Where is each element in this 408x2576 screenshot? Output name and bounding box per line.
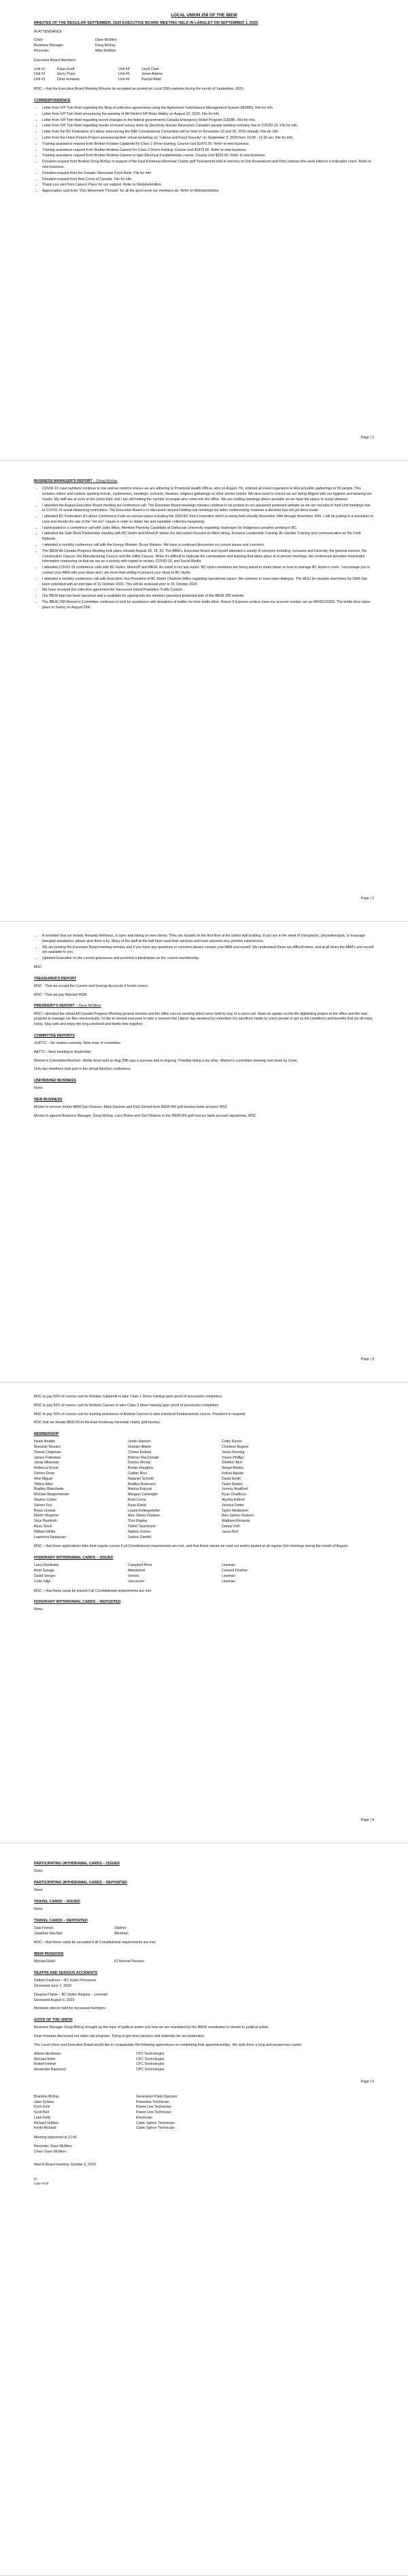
report-item: • I attended COVID-19 conference calls with BC Hydro, MoveUP and IBEW. As noted in my last report, BC Hydro members are being asked to share ideas on how to manage BC Hydro's costs. I encourage you to contact your ABM with your ideas and I am more than willing to present your ideas to BC Hydro. xyxy=(42,565,374,576)
death-entry-line: Delbert Faulkner – BC Hydro Pensioner xyxy=(34,1979,97,1983)
member-name: Klaus Kraft xyxy=(57,67,75,71)
member-name: Gerry Pope xyxy=(57,72,75,77)
apprentice-field: Leah Kelly xyxy=(34,2115,51,2120)
death-entry xyxy=(34,1979,374,1989)
apprentice-field: Cable Splicer Technician xyxy=(136,2121,175,2125)
apprentice-field: Allister Apollanes xyxy=(34,2051,61,2056)
membership-list xyxy=(34,1440,374,1540)
pension-field: Michael Edall xyxy=(34,1960,55,1964)
member-name: Taylor Mellanson xyxy=(222,1508,248,1513)
member-name: Alex James Orpiano xyxy=(222,1514,254,1518)
member-name: Brittney MacDonald xyxy=(128,1455,159,1460)
honorary-card-field: David Senger xyxy=(34,1573,56,1578)
next-meeting-line: Next E Board meeting: October 6, 2020 xyxy=(34,2162,96,2167)
recorder-line: Recorder: Dave McMinn xyxy=(34,2144,72,2149)
death-entry xyxy=(34,1993,374,2004)
member-name: Meagan Cartwright xyxy=(128,1493,158,1497)
travel-issued-text: None. xyxy=(34,1907,44,1911)
member-name: Charlene Bugera xyxy=(222,1445,249,1450)
death-entry-line: Dwayne Popek – BC Hydro Regular – Lineman xyxy=(34,1992,108,1997)
death-entry-line: Deceased June 1, 2020 xyxy=(34,1984,71,1989)
travel-deposited-heading: TRAVEL CARDS – DEPOSITED xyxy=(34,1918,88,1923)
member-name: Neale Beattie xyxy=(34,1440,56,1444)
apprentice-field: Generation Plant Operator xyxy=(136,2094,177,2099)
member-name: Martin Mogeme xyxy=(34,1514,59,1518)
correspondence-item: • Training assistance request from Brother Kristian Calabretti for Class 1 Driver training. Course cost $1470.00. Refer to new business. xyxy=(42,142,374,147)
report-item: • Updated Executive on the current grievances and provided a breakdown on the current membership. xyxy=(42,956,374,962)
good-of-union-heading: GOOD OF THE UNION xyxy=(34,2018,73,2023)
correspondence-item: • Letter from IVP Tom Reid regarding the filing of collective agreements using the Agreement Submissions Management System (MSMS). File for info. xyxy=(42,106,374,111)
member-name: Lloyd Clark xyxy=(141,67,159,71)
honorary-card-field: Vancouver xyxy=(128,1579,145,1584)
apprentice-field: Electrician xyxy=(136,2115,152,2120)
apprentice-field: CPC Technologist xyxy=(136,2057,165,2061)
apprentice-field: Jake Sylvina xyxy=(34,2100,54,2104)
member-name: Lawrence Nadassan xyxy=(34,1535,67,1539)
committee-heading: COMMITTEE REPORTS xyxy=(34,1033,75,1038)
page-5 xyxy=(0,1843,408,2576)
page-3 xyxy=(0,922,408,1382)
member-name: Darren Oram xyxy=(34,1472,55,1476)
new-business-motion: MSC to pay 50% of course cost for Kristian Calabretti to take Class 1 Driver training upon proof of successful completion. xyxy=(34,1395,223,1399)
new-business-motion: MSC that we donate $500.00 to the East Kootenay memorial charity golf tourney. xyxy=(34,1421,160,1425)
honorary-deposited-text: None. xyxy=(34,1607,44,1612)
pensions-list xyxy=(34,1960,374,1965)
honorary-card-field: Brett Savage xyxy=(34,1569,54,1573)
committee-line: Only two members took part in the virtual NexGen conference. xyxy=(34,1067,132,1072)
member-name: Sergei Markin xyxy=(222,1466,244,1471)
business-manager-list-cont xyxy=(34,934,374,962)
member-name: Chelse Deddal xyxy=(128,1450,152,1455)
good-of-union-para: Business Manager Doug McKay brought up the topic of political action and how we are mandated by the IBEW constitution to devote to political action. xyxy=(34,2025,269,2030)
adjourned-line: Meeting adjourned at 11:45 xyxy=(34,2136,77,2140)
member-name: Ronan Haughey xyxy=(128,1466,154,1471)
apprentices-list xyxy=(34,2095,374,2132)
new-business-line: Motion to remove former ABM Dan Klassen, Mark Davison and Rick Gerard from IBEW MS golf tourney bank account. MSC xyxy=(34,1105,228,1110)
president-title: PRESIDENT'S REPORT xyxy=(34,1004,75,1009)
member-name: Trevor Phillips xyxy=(222,1455,244,1460)
member-name: Jesse Fleming xyxy=(222,1450,245,1455)
business-manager-name: – Doug McKay xyxy=(92,479,118,483)
correspondence-item: • Donation request from the Greater Vancouver Food Bank. File for info. xyxy=(42,171,374,177)
report-item: • I attended the Safe Work Partnership meeting with BC Hydro and MoveUP where the discussion focused on Merit Hiring, Inclusive Leadership Training, Bc transfer Training and communication on the Field Network. xyxy=(42,532,374,542)
officers-list xyxy=(34,38,374,54)
report-item: • I attended the August Executive Board meeting via conference call. The Executive Board meetings minutes continue to be posted on our password protected website as we are not able to hold Unit meetings due to COVID-19 social distancing restrictions. The Executive Board is in discussion around holding unit meetings via video conferencing, however a decision has not yet been made. xyxy=(42,504,374,515)
unit-label: Unit #3 xyxy=(34,77,46,82)
page-number: Page | 1 xyxy=(360,436,374,440)
committee-line: JLATTC – No intakes currently. New chair of committee. xyxy=(34,1041,122,1046)
initials: jm xyxy=(34,2177,37,2181)
page-number: Page | 2 xyxy=(360,897,374,901)
report-item: • I attended BC Federation of Labour Conference Calls on various topics including the 2020 BC Fed Convention which is being held virtually November 24th through November 26th. I will be putting in a resolution to crew and decide the use of the "me too" clause in order to obtain fair and equitable collective bargaining. xyxy=(42,515,374,525)
report-item: • We are posting the Executive Board meeting minutes and if you have any questions or concerns please contact your ABM and myself. We understand these are difficult times, and at all times the ABM's and myself are available to you. xyxy=(42,945,374,956)
member-name: Ryan Stock xyxy=(34,1525,52,1529)
unit-label: Unit #1 xyxy=(34,67,46,71)
correspondence-item: • Donation request from Brother Doug McKay in support of the East Kootenay Memorial Charity golf Tournament held in memory of Dirk Rosenboom and Rob Lehman who were killed in a helicopter crash. Refer to new business. xyxy=(42,160,374,171)
member-name: David Smith xyxy=(222,1476,241,1481)
report-item: • I attended a monthly conference call with Executive Vice President of BC Hydro Charlotte Mitha regarding operational issues. We continue to have open dialogue. The MOU for variable start times for GMS has been extended with an end date of 31 October 2020. This will be reviewed prior to 31 October 2020. xyxy=(42,577,374,588)
treasurer-line: MSC - That we accept the Current and Savings Accounts if found correct. xyxy=(34,984,149,988)
correspondence-list xyxy=(34,106,374,194)
honorary-card-field: Campbell River xyxy=(128,1563,152,1568)
deaths-heading: DEATHS AND SERIOUS ACCIDENTS xyxy=(34,1971,98,1976)
apprentice-field: Robert Homer xyxy=(34,2062,56,2067)
travel-card-field: Dale French xyxy=(34,1926,54,1930)
officer-name: Mike McMinn xyxy=(95,49,116,54)
committee-line: Women's Committee/NexGen –Bottle drive held on Aug 29th was a success and is ongoing. Possibly doing a toy drive. Women's committee meeting next week by Zoom. xyxy=(34,1058,299,1063)
page-number: Page | 4 xyxy=(360,1818,374,1823)
chair-line: Chair: Dave McMinn xyxy=(34,2149,66,2154)
member-name: Leana Kettingsheller xyxy=(128,1508,160,1513)
honorary-card-field: Larry Dwolinsky xyxy=(34,1563,59,1568)
new-business-line: Motion to appoint Business Manager, Doug McKay, Larry Bohre and Gert Watson to the IBEW MS golf tourney bank account signatories. MSC xyxy=(34,1114,256,1119)
member-name: Dean Kotanas xyxy=(57,77,80,82)
honorary-msc: MSC – that these cards be issued if all Constitutional requirements are met. xyxy=(34,1588,152,1593)
correspondence-item: • Letter from the Union Protein Project announcing their virtual workshop on "Labour and Food Security" on September 3, 2020 from 10:30 - 11:30 am. File for info. xyxy=(42,136,374,141)
report-item: • I attended a monthly conference call with the Energy Minister, Bruce Ralston. We have a continued discussion on current issues and concerns. xyxy=(42,543,374,549)
correspondence-item: • Letter from IVP Tom Reid regarding recent changes to the federal governments Canada Emergency Relief Program (CERB). File for info. xyxy=(42,118,374,124)
unfinished-heading: UNFINISHED BUSINESS xyxy=(34,1079,77,1083)
member-name: Thor Rayder xyxy=(128,1519,148,1524)
member-name: Ryan Chadbour xyxy=(222,1493,247,1497)
apprentice-field: Cable Splicer Technician xyxy=(136,2126,175,2131)
member-name: Alex James Orpiano xyxy=(128,1514,160,1518)
report-item: • The IBEW 258 Women's Committee continues to look for assistance with donations of bottles for their bottle drive. Return It Express centers have our account number set up #6045203305. The bottle drive takes place in Surrey on August 29th. xyxy=(42,600,374,611)
member-name xyxy=(222,1535,374,1541)
report-item: • Our IBEW App has been launched and is available for signing into the member password protected side of the IBEW 258 website. xyxy=(42,594,374,599)
member-name: Alyshia Edford xyxy=(222,1498,245,1503)
apprentice-field: Power Line Technician xyxy=(136,2105,171,2110)
report-item: • The IBEW All Canada Progress Meeting took place virtually August 18, 19, 20. The ABM's, Executive Board and myself attended a variety of sessions including, Inclusion and Diversity, the general session, the Construction Caucus, the Manufacturing Caucus and the Utility Caucus. While it's difficult to replicate the camaraderie and learning that takes place at in person meetings, the conference provided meaningful information reassuring us that we are as a society with regard to racism, COVID-19, and Social Media. xyxy=(42,549,374,565)
member-name: Colby Rosne xyxy=(222,1440,242,1444)
president-name: – Dave McMinn xyxy=(74,1004,101,1009)
officer-role: Recorder: xyxy=(34,49,50,54)
member-name: Marshall Tessaro xyxy=(34,1445,61,1450)
report-item: • We have received the collective agreement for Vancouver Island Powerline Traffic Control. xyxy=(42,588,374,593)
participating-issued-heading: PARTICIPATING WITHDRAWAL CARDS – ISSUED xyxy=(34,1862,120,1866)
apprentice-field: Alexandre Raymond xyxy=(34,2068,67,2072)
treasurer-line: MSC - That we pay Warrant #638. xyxy=(34,992,88,997)
member-name: Taylor Barber xyxy=(222,1482,243,1486)
correspondence-item: • Training assistance request from Brother Andrew Cannon for Class 3 Driver training. Course cost $1470.00. Refer to new business. xyxy=(42,148,374,154)
member-name: Bradley Blanchette xyxy=(34,1487,64,1492)
member-name: Steven Fox xyxy=(34,1503,52,1508)
unit-label: Unit #5 xyxy=(118,72,130,77)
apprentice-field: Michael Bohn xyxy=(34,2057,56,2061)
committee-line: A&TTC –Next meeting in September xyxy=(34,1049,92,1054)
honorary-issued-heading: HONORARY WITHDRAWAL CARDS – ISSUED xyxy=(34,1556,114,1561)
apprentice-field: CPC Technologist xyxy=(136,2051,165,2056)
member-name: Rachel Allan xyxy=(141,77,161,82)
death-entry-line: Deceased August 6, 2020 xyxy=(34,1998,75,2002)
officer-role: Chair: xyxy=(34,38,44,43)
page-1 xyxy=(0,0,408,461)
member-name: Teresa Chapman xyxy=(34,1450,61,1455)
member-name: William White xyxy=(34,1529,56,1534)
member-name: Danica Woody xyxy=(128,1461,151,1465)
travel-issued-heading: TRAVEL CARDS – ISSUED xyxy=(34,1899,80,1904)
travel-card-field: Wireman xyxy=(114,1931,129,1936)
correspondence-item: • Thank you card from Canuck Place for our support. Refer to Website/Hotline. xyxy=(42,183,374,188)
honorary-deposited-heading: HONORARY WITHDRAWAL CARDS – DEPOSITED xyxy=(34,1600,121,1605)
member-name: Jamie Wiseman xyxy=(34,1461,59,1465)
travel-card-field: Slasher xyxy=(114,1926,126,1930)
unit-label: Unit #2 xyxy=(34,72,46,77)
member-name: Taifort Taucrienne xyxy=(128,1525,156,1529)
honorary-card-field: Vernon xyxy=(128,1573,139,1578)
correspondence-item: • Training assistance request from Brother Andrew Cannon to take Electrical Fundamentals course. Course cost $529.00. Refer to new business. xyxy=(42,154,374,159)
page-2 xyxy=(0,461,408,922)
participating-issued-text: None. xyxy=(34,1869,44,1874)
treasurer-heading: TREASURER'S REPORT xyxy=(34,976,77,981)
apprentices-list xyxy=(34,2052,374,2073)
new-business-heading: NEW BUSINESS xyxy=(34,1098,63,1102)
travel-card-field: Jonathan MacNeil xyxy=(34,1931,63,1936)
member-name: Skye Rainforth xyxy=(34,1519,58,1524)
membership-heading: MEMBERSHIP xyxy=(34,1432,59,1437)
member-name: Caitlan Rice xyxy=(128,1472,147,1476)
new-business-motion: MSC to pay 50% of course cost for training assistance of Andrew Cannon to take Electrical Fundamentals course. President to respond. xyxy=(34,1412,246,1416)
member-name: Sheldon Bird xyxy=(222,1461,242,1465)
member-name: Danya Voth xyxy=(222,1525,240,1529)
attendance-label: IN ATTENDANCE xyxy=(34,29,63,34)
honorary-issued-list xyxy=(34,1563,374,1584)
apprentice-field: CPC Technologist xyxy=(136,2068,165,2072)
member-name: Nathan Zoines xyxy=(128,1529,151,1534)
union-code: cope #378 xyxy=(34,2182,49,2186)
unfinished-text: None. xyxy=(34,1086,44,1091)
participating-deposited-heading: PARTICIPATING WITHDRAWAL CARDS – DEPOSITED xyxy=(34,1880,128,1885)
correspondence-item: • Appreciation card from "One Movement Threads" for all the good work our members do. Refer to Website/Hotline. xyxy=(42,189,374,194)
apprentice-field: Powerline Technician xyxy=(136,2100,169,2104)
page-number: Page | 5 xyxy=(360,2079,374,2084)
unit-label: Unit #4 xyxy=(118,67,130,71)
member-name: Michael Burgermeister xyxy=(34,1493,69,1497)
member-name: Jordin Hannon xyxy=(128,1440,151,1444)
member-name: Ryan Estrid xyxy=(128,1503,146,1508)
page-4 xyxy=(0,1382,408,1843)
local-union-title: LOCAL UNION 258 OF THE IBEW xyxy=(171,13,237,18)
deaths-note: Moments silence held for deceased members. xyxy=(34,2006,107,2011)
travel-msc: MSC – that these cards be accepted if all Constitutional requirements are met. xyxy=(34,1940,156,1945)
correspondence-item: • Letter from IVP Tom Reid announcing the passing of 4th District IVP Brian Malloy on August 22, 2020. File for info. xyxy=(42,112,374,118)
apprentice-field: Brandon McKay xyxy=(34,2094,59,2099)
member-name: Jesse Adams xyxy=(141,72,163,77)
honorary-card-field: Lineman xyxy=(222,1579,235,1584)
minutes-msc: MSC – that the Executive Board Meeting Minutes be accepted as posted on Local 258's website during the month of September, 2020. xyxy=(34,87,245,92)
pensions-heading: IBEW PENSIONS xyxy=(34,1952,64,1957)
unit-label: Unit #6 xyxy=(118,77,130,82)
officer-name: Dave McMinn xyxy=(95,38,117,43)
member-name: Tiffany Allen xyxy=(34,1482,53,1486)
member-name: Justice Zweifel xyxy=(128,1535,152,1539)
page-number: Page | 3 xyxy=(360,1357,374,1362)
business-manager-heading xyxy=(34,478,374,484)
apprentice-field: Kevin Richard xyxy=(34,2126,56,2131)
deaths-list xyxy=(34,1979,374,2003)
member-name: Graham Allaire xyxy=(128,1445,152,1450)
pension-field: IO Normal Pension xyxy=(114,1960,144,1964)
member-name: Jason Bell xyxy=(222,1529,238,1534)
member-name: Ariel Miguel xyxy=(34,1476,53,1481)
apprentice-field: Richard Holden xyxy=(34,2121,58,2125)
officer-role: Business Manager: xyxy=(34,43,65,48)
good-of-union-para: The Local Union and Executive Board would like to congratulate the following apprentices on completing their apprenticeships. We wish them a long and prosperous career: xyxy=(34,2042,303,2047)
president-heading xyxy=(34,1003,374,1009)
good-of-union-para: Dean Kotanas discussed our video clip progress. Trying to get more pictures and materials for our production. xyxy=(34,2034,205,2039)
honorary-card-field: Abbotsford xyxy=(128,1569,146,1573)
correspondence-item: • Letter from the BC Federation of Labour announcing the 59th Constitutional Convention will be held on November 23 and 26, 2020 virtually. File for info. xyxy=(42,130,374,135)
member-name: Brett Currie xyxy=(128,1498,146,1503)
board-label: Executive Board Members: xyxy=(34,58,77,63)
correspondence-item: • Donation request from Red Cross of Canada. File for info. xyxy=(42,177,374,183)
apprentice-field: Power Line Technician xyxy=(136,2110,171,2115)
member-name: Marina Bojczuk xyxy=(128,1487,152,1492)
honorary-card-field: Lineman xyxy=(222,1573,235,1578)
board-members xyxy=(34,67,374,83)
travel-deposited-list xyxy=(34,1926,374,1937)
report-item: • COVID-19 case numbers continue to rise and we need to ensure we are adhering to Provincial Health Officer, who on August 7th, ordered all event organizers to limit all public gatherings to 50 people. This includes indoor and outdoor sporting events, conferences, meetings, concerts, theatres, religious gatherings or other similar events. We also need to ensure we are being diligent with our hygiene and wearing our masks. My staff are at work at the Union Hall, and I am still limiting the number of people who come into the office. We are holding meetings where possible as we have the space to social distance. xyxy=(42,487,374,502)
member-name: James Folinsbee xyxy=(34,1455,61,1460)
apprentice-field: CPC Technologist xyxy=(136,2062,165,2067)
apprentice-field: Scott Bell xyxy=(34,2110,49,2115)
member-name: Bradley Anderson xyxy=(128,1482,156,1486)
business-manager-list xyxy=(34,487,374,611)
report-item: • A reminder that our tenant, Revamp Wellness, is open and taking on new clients. They are located on the first floor at the Union Hall building. If you are in the need of chiropractic, physiotherapist, or massage therapist assistance, please give them a try. Many of the staff at the hall have used their services and have reported very positive experiences. xyxy=(42,934,374,945)
member-name: Matthew Richards xyxy=(222,1519,250,1524)
honorary-card-field: Lineman xyxy=(222,1563,235,1568)
correspondence-heading: CORRESPONDENCE xyxy=(34,98,71,103)
member-name: Felicia Aguilar xyxy=(222,1472,244,1476)
officer-name: Doug McKay xyxy=(95,43,116,48)
new-business-motion: MSC to pay 50% of course cost for Andrew Cannon to take Class 3 driver training upon proof of successful completion. xyxy=(34,1403,220,1408)
member-name: Nataniel Schmitt xyxy=(128,1476,154,1481)
honorary-card-field: Colin Silljé xyxy=(34,1579,51,1584)
apprentice-field: Fynn Kehl xyxy=(34,2105,50,2110)
membership-msc: MSC – that these applications take their regular course if all Constitutional requirements are met, and that these names be read out and/or posted at all regular Unit meetings during the month of August. xyxy=(34,1544,349,1549)
member-name: Waylon Collier xyxy=(34,1498,57,1503)
honorary-card-field: Cement Finisher xyxy=(222,1569,248,1573)
footer-initials xyxy=(34,2177,374,2187)
member-name: Bryan Grewal xyxy=(34,1508,56,1513)
president-report: MSC I attended the virtual All Canada Progress Meeting general session and the utility caucus meeting which were held by way of a zoom call. Gave an update on the life digitalizing project at the office and the new program to manage our files electronically. I'd like to remind everyone to take a moment this Labour day weekend to remember the sacrifices made by union people to get us the conditions and benefits that we all enjoy today. Stay safe and enjoy the long weekend and family time together. xyxy=(34,1011,373,1027)
report-msc: MSC xyxy=(34,964,42,969)
participating-deposited-text: None. xyxy=(34,1888,44,1893)
report-item: • I participated in a conference call with Jodie Miles, Member Planning Candidate at Dalhousie University regarding challenges for Indigenous peoples working in BC. xyxy=(42,526,374,532)
member-name: Rebecca Drurie xyxy=(34,1466,59,1471)
member-name: Jessica Ginter xyxy=(222,1503,244,1508)
correspondence-item: • Letter from IVP Tom Reid regarding results of recent survey done by Electricity Human Resources Canada's people working remotely due to COVID-19. File for info. xyxy=(42,124,374,129)
member-name: Jeremy Bradford xyxy=(222,1487,248,1492)
business-manager-title: BUSINESS MANAGER'S REPORT xyxy=(34,479,92,483)
minutes-title: MINUTES OF THE REGULAR SEPTEMBER, 2020 EXECUTIVE BOARD MEETING HELD IN LANGLEY ON SEPTEMBER 1, 2020 xyxy=(34,21,258,26)
